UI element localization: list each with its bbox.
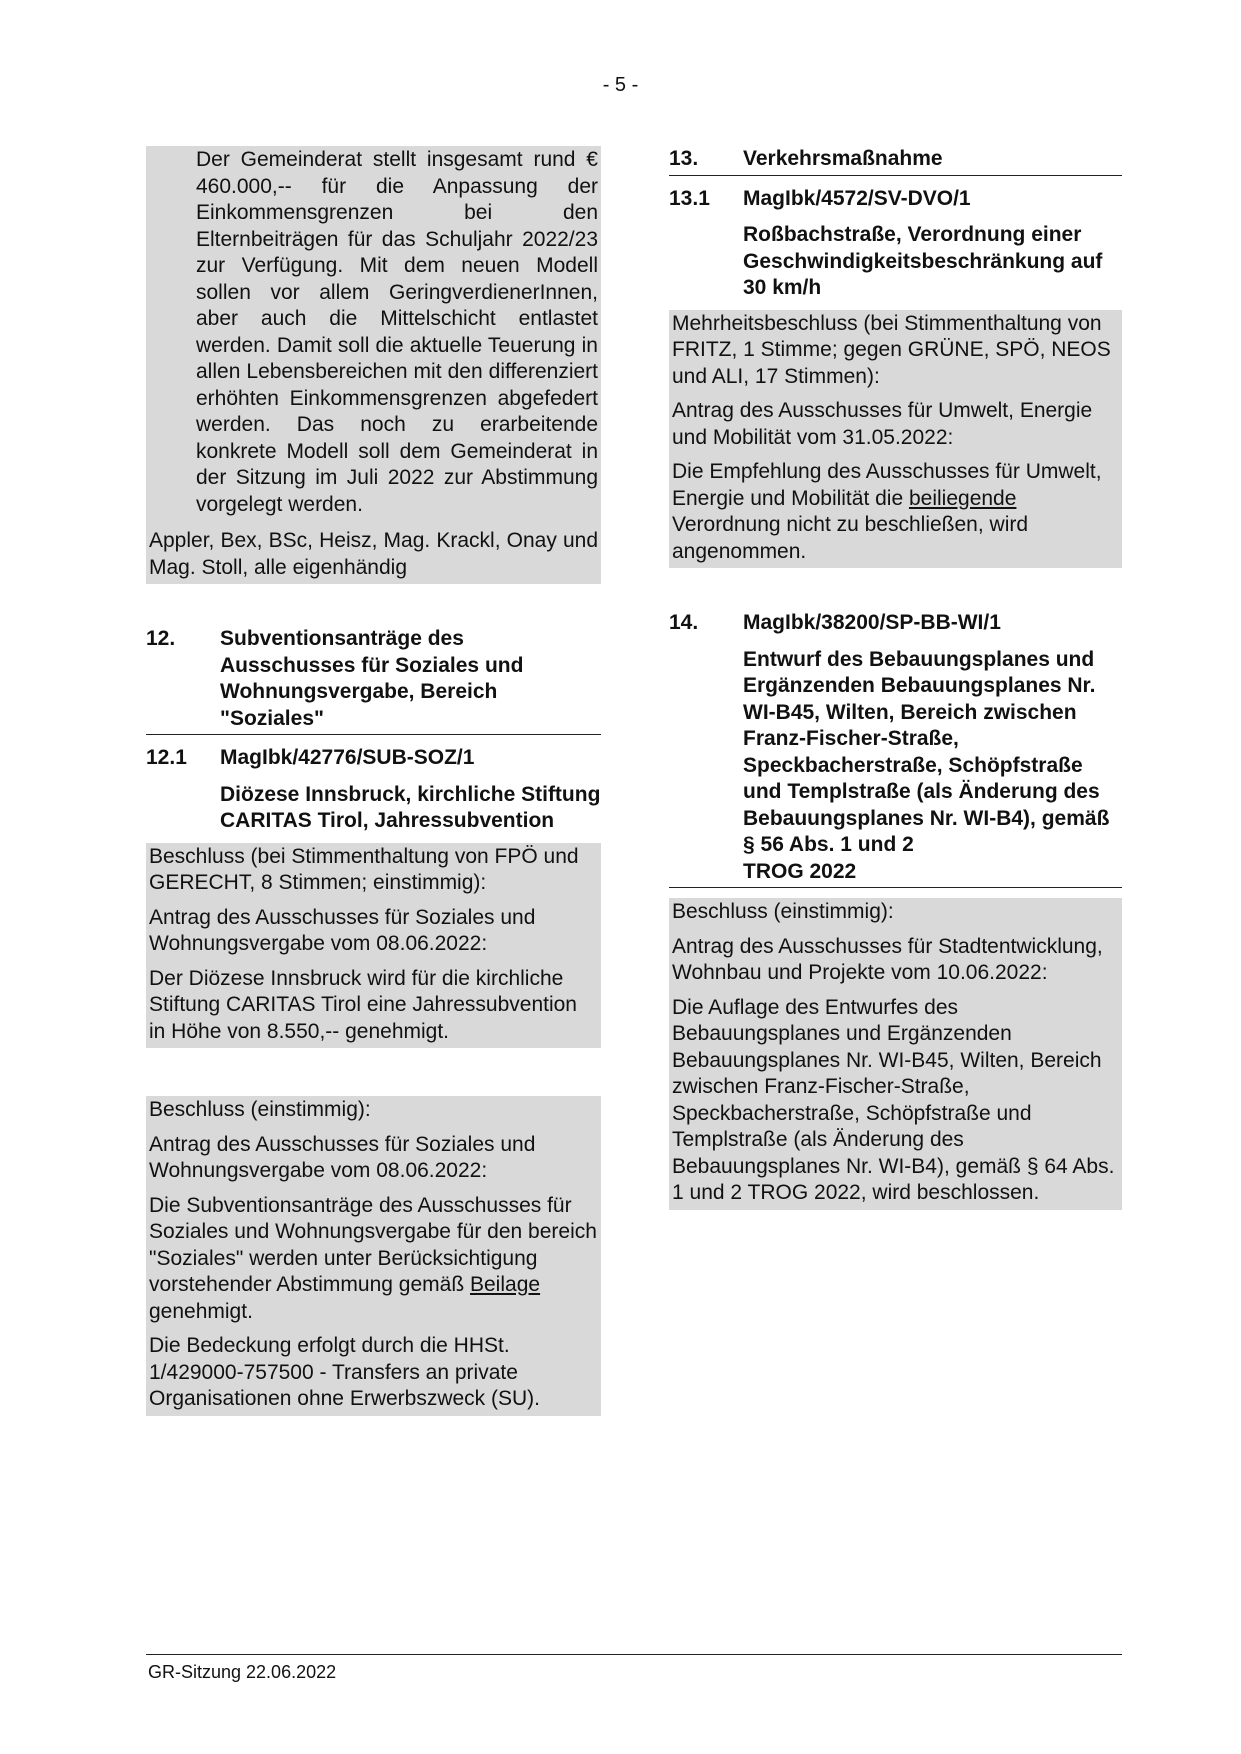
item-13-1-text (672, 459, 1119, 565)
section-13-heading (669, 146, 1122, 176)
intro-signers: Appler, Bex, BSc, Heisz, Mag. Krackl, Onay und Mag. Stoll, alle eigenhändig (149, 529, 598, 579)
section-14-heading (669, 610, 1122, 637)
item-13-1-text-a: Die Empfehlung des Ausschusses für Umwelt, Energie und Mobilität die (672, 460, 1102, 510)
section-14-code: MagIbk/38200/SP-BB-WI/1 (743, 611, 1001, 634)
intro-block (146, 146, 601, 584)
section-12-text-b: genehmigt. (149, 1299, 253, 1323)
item-13-1-number: 13.1 (669, 186, 710, 210)
section-14-block (669, 898, 1122, 1210)
item-12-1-number: 12.1 (146, 746, 187, 769)
section-13-title: Verkehrsmaßnahme (743, 147, 943, 170)
left-column (146, 146, 601, 1416)
beiliegende-link[interactable]: beiliegende (908, 486, 1017, 510)
footer-text: GR-Sitzung 22.06.2022 (148, 1662, 337, 1682)
section-12-decision: Beschluss (einstimmig): (149, 1098, 371, 1121)
section-14-motion: Antrag des Ausschusses für Stadtentwicklung, Wohnbau und Projekte vom 10.06.2022: (672, 934, 1103, 984)
section-13-number: 13. (669, 147, 699, 170)
item-12-1-block (146, 843, 601, 1049)
section-14-number: 14. (669, 611, 699, 634)
section-12-text-a: Die Subventionsanträge des Ausschusses für Soziales und Wohnungsvergabe für den bereich "Soziales" werden unter Berücksichtigung vorstehender Abstimmung gemäß (149, 1193, 597, 1296)
section-12-text (149, 1193, 598, 1326)
item-13-1-title: Roßbachstraße, Verordnung einer Geschwindigkeitsbeschränkung auf 30 km/h (743, 223, 1103, 299)
item-13-1-block (669, 310, 1122, 569)
item-12-1-title: Diözese Innsbruck, kirchliche Stiftung CARITAS Tirol, Jahressubvention (220, 782, 601, 832)
section-12-title: Subventionsanträge des Ausschusses für Soziales und Wohnungsvergabe, Bereich "Soziales" (220, 627, 524, 730)
intro-text: Der Gemeinderat stellt insgesamt rund € 460.000,-- für die Anpassung der Einkommensgrenzen bei den Elternbeiträgen für das Schuljahr 2022/23 zur Verfügung. Mit dem neuen Modell sollen vor allem GeringverdienerInnen, aber auch die Mittelschicht entlastet werden. Damit soll die aktuelle Teuerung in allen Lebensbereichen mit den differenziert erhöhten Einkommensgrenzen abgefedert werden. Das noch zu erarbeitende konkrete Modell soll dem Gemeinderat in der Sitzung im Juli 2022 zur Abstimmung vorgelegt werden. (196, 148, 598, 516)
footer-divider (146, 1654, 1122, 1655)
item-12-1-code: MagIbk/42776/SUB-SOZ/1 (220, 746, 475, 769)
section-14-title-block (669, 647, 1122, 889)
section-12-decision-block (146, 1096, 601, 1416)
item-12-1-heading (146, 745, 601, 772)
section-14-title: Entwurf des Bebauungsplanes und Ergänzenden Bebauungsplanes Nr. WI-B45, Wilten, Bereich zwischen Franz-Fischer-Straße, Speckbacherstraße, Schöpfstraße und Templstraße (als Änderung des Bebauungsplanes Nr. WI-B4), gemäß § 56 Abs. 1 und 2 (743, 647, 1110, 856)
item-13-1-decision: Mehrheitsbeschluss (bei Stimmenthaltung von FRITZ, 1 Stimme; gegen GRÜNE, SPÖ, NEOS und ALI, 17 Stimmen): (672, 311, 1111, 388)
item-12-1-motion: Antrag des Ausschusses für Soziales und Wohnungsvergabe vom 08.06.2022: (149, 905, 536, 955)
section-14-title-last: TROG 2022 (743, 859, 857, 883)
item-12-1-decision: Beschluss (bei Stimmenthaltung von FPÖ und GERECHT, 8 Stimmen; einstimmig): (149, 844, 579, 894)
right-column (669, 146, 1122, 1210)
section-12-number: 12. (146, 627, 176, 650)
page-number: - 5 - (602, 74, 639, 96)
item-12-1-text: Der Diözese Innsbruck wird für die kirchliche Stiftung CARITAS Tirol eine Jahressubvention in Höhe von 8.550,-- genehmigt. (149, 966, 577, 1043)
section-12-motion: Antrag des Ausschusses für Soziales und Wohnungsvergabe vom 08.06.2022: (149, 1132, 536, 1182)
beilage-link[interactable]: Beilage (470, 1273, 541, 1296)
section-12-coverage: Die Bedeckung erfolgt durch die HHSt. 1/429000-757500 - Transfers an private Organisationen ohne Erwerbszweck (SU). (149, 1334, 541, 1410)
section-12-heading (146, 626, 601, 735)
item-13-1-heading (669, 186, 1122, 213)
item-13-1-motion: Antrag des Ausschusses für Umwelt, Energie und Mobilität vom 31.05.2022: (672, 399, 1093, 449)
item-13-1-text-b: Verordnung nicht zu beschließen, wird angenommen. (672, 513, 1029, 563)
item-13-1-code: MagIbk/4572/SV-DVO/1 (743, 186, 971, 210)
section-14-text: Die Auflage des Entwurfes des Bebauungsplanes und Ergänzenden Bebauungsplanes Nr. WI-B45, Wilten, Bereich zwischen Franz-Fischer-Straße, Speckbacherstraße, Schöpfstraße und Templstraße (als Änderung des Bebauungsplanes Nr. WI-B4), gemäß § 64 Abs. 1 und 2 TROG 2022, wird beschlossen. (672, 995, 1115, 1204)
section-14-decision: Beschluss (einstimmig): (672, 900, 894, 923)
